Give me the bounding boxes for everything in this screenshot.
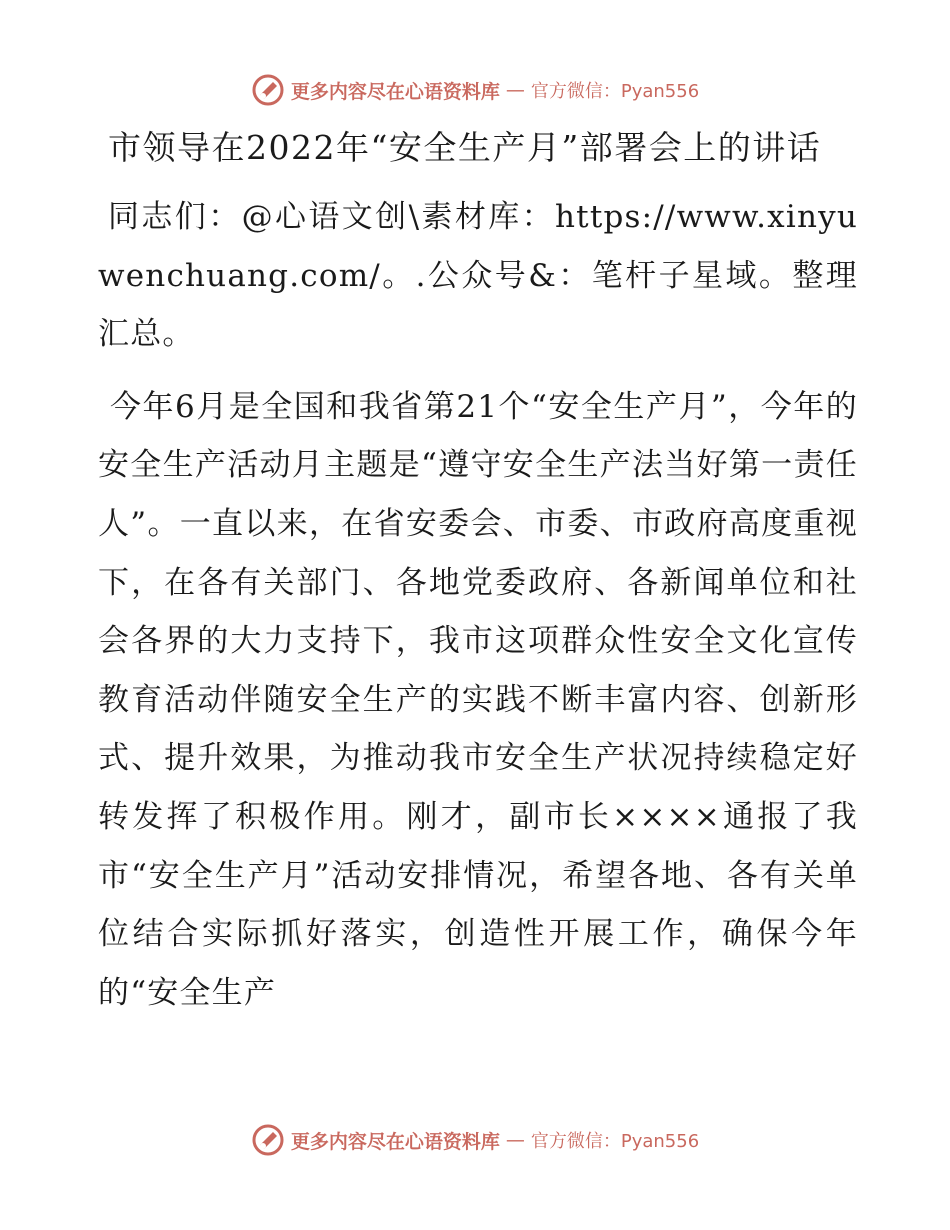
watermark-banner-bottom (0, 1120, 950, 1160)
logo-icon (251, 1123, 285, 1157)
document-title: 市领导在2022年“安全生产月”部署会上的讲话 (108, 128, 822, 167)
paragraph-body: 今年6月是全国和我省第21个“安全生产月”，今年的安全生产活动月主题是“遵守安全生产法当好第一责任人”。一直以来，在省安委会、市委、市政府高度重视下，在各有关部门、各地党委政府、各新闻单位和社会各界的大力支持下，我市这项群众性安全文化宣传教育活动伴随安全生产的实践不断丰富内容、创新形式、提升效果，为推动我市安全生产状况持续稳定好转发挥了积极作用。刚才，副市长××××通报了我市“安全生产月”活动安排情况，希望各地、各有关单位结合实际抓好落实，创造性开展工作，确保今年的“安全生产 (98, 388, 858, 1011)
watermark-sub-text: 官方微信：Pyan556 (530, 1131, 700, 1152)
watermark-banner-top (0, 70, 950, 110)
watermark-main-text: 更多内容尽在心语资料库 (290, 1130, 500, 1153)
watermark-separator: — (505, 79, 525, 101)
watermark-sub-text: 官方微信：Pyan556 (530, 81, 700, 102)
paragraph-greeting: 同志们：@心语文创\素材库：https://www.xinyuwenchuang.com/。.公众号&：笔杆子星域。整理汇总。 (98, 199, 858, 353)
watermark-main-text: 更多内容尽在心语资料库 (290, 80, 500, 103)
watermark-separator: — (505, 1129, 525, 1151)
logo-icon (251, 73, 285, 107)
document-body (98, 122, 858, 1022)
